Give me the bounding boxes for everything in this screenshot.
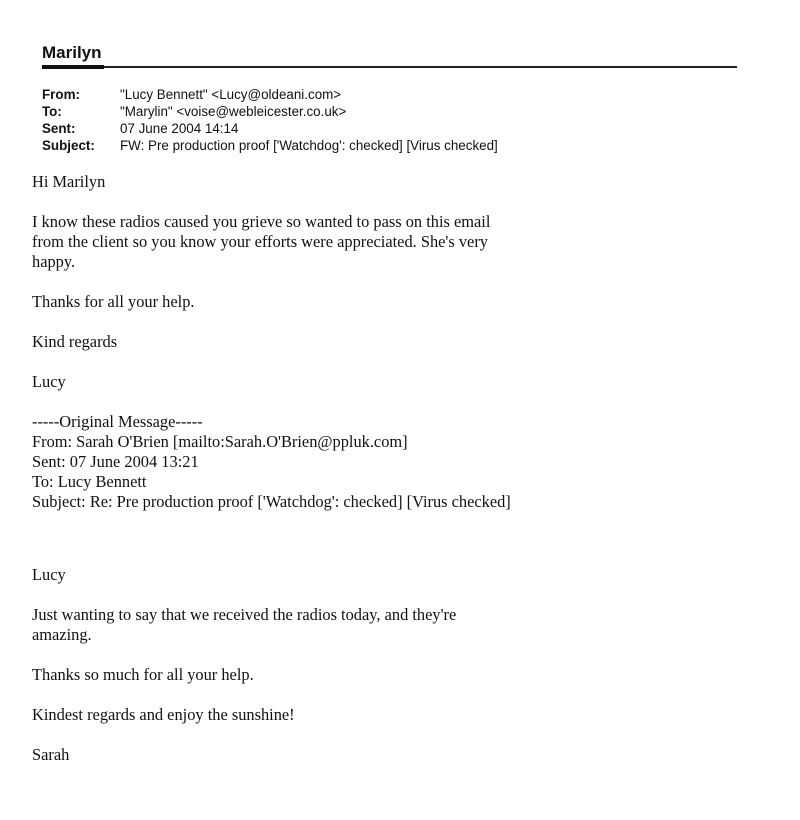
signature: Lucy (32, 372, 66, 391)
original-message-header (32, 412, 592, 512)
header-subject-row (42, 137, 498, 154)
from-label: From: (42, 87, 80, 102)
original-sent: Sent: 07 June 2004 13:21 (32, 452, 199, 471)
subject-label: Subject: (42, 138, 95, 153)
sent-label: Sent: (42, 121, 76, 136)
title-underline (42, 65, 104, 69)
subject-value: FW: Pre production proof ['Watchdog': checked] [Virus checked] (120, 138, 498, 153)
greeting: Hi Marilyn (32, 172, 106, 191)
original-message-separator: -----Original Message----- (32, 412, 203, 431)
original-signature: Sarah (32, 745, 70, 764)
to-label: To: (42, 104, 62, 119)
original-paragraph: Just wanting to say that we received the radios today, and they're amazing. (32, 605, 457, 644)
header-rule (42, 66, 737, 68)
message-paragraph: I know these radios caused you grieve so wanted to pass on this email from the client so you know your efforts were appreciated. She's very happy. (32, 212, 491, 271)
header-to-row (42, 103, 498, 120)
header-sent-row (42, 120, 498, 137)
closing: Kind regards (32, 332, 118, 351)
email-header (42, 86, 498, 154)
message-paragraph: Thanks for all your help. (32, 292, 195, 311)
original-paragraph: Thanks so much for all your help. (32, 665, 254, 684)
message-body (32, 172, 592, 512)
original-subject: Subject: Re: Pre production proof ['Watchdog': checked] [Virus checked] (32, 492, 511, 511)
original-greeting: Lucy (32, 565, 66, 584)
sent-value: 07 June 2004 14:14 (120, 121, 239, 136)
to-value: "Marylin" <voise@webleicester.co.uk> (120, 104, 347, 119)
mailbox-owner-title: Marilyn (42, 43, 102, 62)
original-message-body (32, 565, 592, 785)
from-value: "Lucy Bennett" <Lucy@oldeani.com> (120, 87, 342, 102)
original-from: From: Sarah O'Brien [mailto:Sarah.O'Brien@ppluk.com] (32, 432, 408, 451)
original-to: To: Lucy Bennett (32, 472, 147, 491)
header-from-row (42, 86, 498, 103)
original-closing: Kindest regards and enjoy the sunshine! (32, 705, 295, 724)
